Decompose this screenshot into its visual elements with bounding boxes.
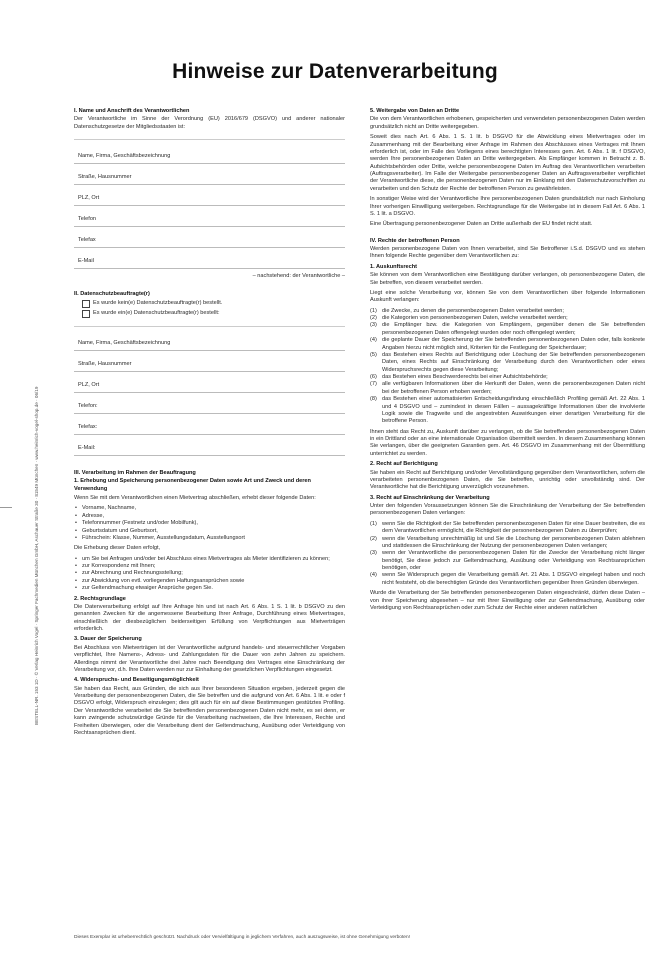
list-item: • Vorname, Nachname,	[74, 505, 345, 512]
list-item: • zur Abrechnung und Rechnungsstellung;	[74, 570, 345, 577]
subsection-heading: 2. Recht auf Berichtigung	[370, 461, 438, 468]
bullet-list	[74, 556, 345, 593]
dpo-zip-city-field[interactable]: PLZ, Ort	[74, 372, 345, 393]
section-heading: I. Name und Anschrift des Verantwortlichen	[74, 108, 190, 114]
paragraph: Wurde die Verarbeitung der Sie betreffenden personenbezogenen Daten eingeschränkt, dürfen diese Daten – von ihrer Speicherung abgesehen – nur mit Ihrer Einwilligung oder zur Geltendmachung, Ausübung oder Verteidigung von Rechtsansprüchen oder zum Schutz der Rechte einer anderen natürlichen	[370, 590, 645, 611]
list-item: (2) wenn die Verarbeitung unrechtmäßig ist und Sie die Löschung der personenbezogenen Daten ablehnen und stattdessen die Einschränkung der Nutzung der personenbezogenen Daten verlangen;	[370, 535, 645, 549]
list-item: • Führschein: Klasse, Nummer, Ausstellungsdatum, Ausstellungsort	[74, 535, 345, 542]
paragraph: Sie haben ein Recht auf Berichtigung und/oder Vervollständigung gegenüber dem Verantwortlichen, sofern die verarbeiteten personenbezogenen Daten, die Sie betreffen, unrichtig oder unvollständig sind. Der Verantwortliche hat die Berichtigung unverzüglich vorzunehmen.	[370, 469, 645, 491]
list-item: (5) das Bestehen eines Rechts auf Berichtigung oder Löschung der Sie betreffenden personenbezogenen Daten, eines Rechts auf Einschränkung der Verarbeitung durch den Verantwortlichen oder eines Widerspruchsrechts gegen diese Verarbeitung;	[370, 351, 645, 373]
list-item: (8) das Bestehen einer automatisierten Entscheidungsfindung einschließlich Profiling gemäß Art. 22 Abs. 1 und 4 DSGVO und – zumindest in diesen Fällen – aussagekräftige Informationen über die involvierte Logik sowie die Tragweite und die angestrebten Auswirkungen einer derartigen Verarbeitung für die betroffene Person.	[370, 396, 645, 425]
zip-city-field[interactable]: PLZ, Ort	[74, 185, 345, 206]
list-item: • um Sie bei Anfragen und/oder bei Abschluss eines Mietvertrages als Mieter identifizieren zu können;	[74, 556, 345, 563]
paragraph: Liegt eine solche Verarbeitung vor, können Sie von dem Verantwortlichen über folgende Informationen Auskunft verlangen:	[370, 289, 645, 304]
dpo-form	[74, 326, 345, 456]
paragraph: Der Verantwortliche im Sinne der Verordnung (EU) 2016/679 (DSGVO) und anderer nationaler Datenschutzgesetze der Mitgliedsstaaten ist:	[74, 116, 345, 130]
controller-note: – nachstehend: der Verantwortliche –	[252, 273, 345, 280]
paragraph: Die Datenverarbeitung erfolgt auf Ihre Anfrage hin und ist nach Art. 6 Abs. 1 S. 1 lit. b DSGVO zu den genannten Zwecken für die angemessene Bearbeitung Ihrer Anfrage, Durchführung eines Mietvertrages, einschließlich der diesbezüglichen beiderseitigen Erfüllung von Verpflichtungen aus Mietverträgen erforderlich.	[74, 603, 345, 632]
list-item: (4) die geplante Dauer der Speicherung der Sie betreffenden personenbezogenen Daten oder, falls konkrete Angaben hierzu nicht möglich sind, Kriterien für die Festlegung der Speicherdauer;	[370, 337, 645, 351]
fold-mark	[0, 507, 12, 508]
paragraph: Wenn Sie mit dem Verantwortlichen einen Mietvertrag abschließen, erhebt dieser folgende Daten:	[74, 495, 316, 501]
street-field[interactable]: Straße, Hausnummer	[74, 164, 345, 185]
bullet-list	[74, 505, 345, 542]
subsection-heading: 1. Auskunftsrecht	[370, 263, 418, 270]
footer-note: Dieses Exemplar ist urheberrechtlich geschützt. Nachdruck oder Vervielfältigung in jeglichem Verfahren, auch auszugsweise, ist ohne Genehmigung verboten!	[74, 935, 410, 940]
list-item: (6) das Bestehen eines Beschwerderechts bei einer Aufsichtsbehörde;	[370, 374, 548, 380]
section-heading: IV. Rechte der betroffenen Person	[370, 237, 460, 244]
phone-field[interactable]: Telefon	[74, 206, 345, 227]
checkbox-no-dpo[interactable]: Es wurde kein(e) Datenschutzbeauftragte(r) bestellt.	[82, 300, 345, 308]
paragraph: Werden personenbezogene Daten von Ihnen verarbeitet, sind Sie Betroffener i.S.d. DSGVO und es stehen Ihnen folgende Rechte gegenüber dem Verantwortlichen zu:	[370, 246, 645, 260]
dpo-phone-field[interactable]: Telefon:	[74, 393, 345, 414]
list-item: • Adresse,	[74, 513, 345, 520]
list-item: (2) die Kategorien von personenbezogenen Daten, welche verarbeitet werden;	[370, 315, 568, 321]
section-heading: III. Verarbeitung im Rahmen der Beauftragung	[74, 469, 196, 476]
list-item: (1) wenn Sie die Richtigkeit der Sie betreffenden personenbezogenen Daten für eine Dauer bestreiten, die es dem Verantwortlichen ermöglicht, die Richtigkeit der personenbezogenen Daten zu überprüfen;	[370, 520, 645, 535]
subsection-heading: 1. Erhebung und Speicherung personenbezogener Daten sowie Art und Zweck und deren Verwendung	[74, 478, 311, 492]
paragraph: Bei Abschluss von Mietverträgen ist der Verantwortliche aufgrund handels- und steuerrechtlicher Vorgaben verpflichtet, Ihre Namens-, Adress- und Zahlungsdaten für die Dauer von zehn Jahren zu speichern. Allerdings nimmt der Verantwortliche drei Jahre nach Beendigung des Vertrages eine Einschränkung der Verarbeitung vor, d.h. Ihre Daten werden nur zur Einhaltung der gesetzlichen Verpflichtungen eingesetzt.	[74, 644, 345, 673]
paragraph: Sie haben das Recht, aus Gründen, die sich aus Ihrer besonderen Situation ergeben, jederzeit gegen die Verarbeitung der personenbezogenen Daten, die Sie betreffen und die aufgrund von Art. 6 Abs. 1 lit. e oder f DSGVO erfolgt, Widerspruch einzulegen; dies gilt auch für ein auf diese Bestimmungen gestütztes Profiling. Der Verantwortliche verarbeitet die Sie betreffenden personenbezogenen Daten nicht mehr, es sei denn, er kann zwingende schutzwürdige Gründe für die Verarbeitung nachweisen, die Ihre Interessen, Rechte und Freiheiten überwiegen, oder die Verarbeitung dient der Geltendmachung, Ausübung oder Verteidigung von Rechtsansprüchen dient.	[74, 685, 345, 736]
paragraph: In sonstiger Weise wird der Verantwortliche Ihre personenbezogenen Daten grundsätzlich nur nach Einholung Ihrer vorherigen Einwilligung weitergeben. Rechtsgrundlage für die Weitergabe ist in diesem Fall Art. 6 Abs. 1 S. 1 lit. a DSGVO.	[370, 196, 645, 217]
paragraph: Eine Übertragung personenbezogener Daten an Dritte außerhalb der EU findet nicht statt.	[370, 221, 593, 228]
page-title: Hinweise zur Datenverarbeitung	[172, 60, 498, 83]
paragraph: Ihnen steht das Recht zu, Auskunft darüber zu verlangen, ob die Sie betreffenden personenbezogenen Daten in ein Drittland oder an eine internationale Organisation übermittelt werden. In diesem Zusammenhang können Sie verlangen, über die geeigneten Garantien gem. Art. 46 DSGVO im Zusammenhang mit der Übermittlung unterrichtet zu werden.	[370, 428, 645, 457]
checkbox-icon[interactable]	[82, 300, 90, 308]
list-item: • zur Abwicklung von evtl. vorliegenden Haftungsansprüchen sowie	[74, 578, 345, 585]
dpo-fax-field[interactable]: Telefax:	[74, 414, 345, 435]
numbered-list	[370, 521, 645, 587]
fax-field[interactable]: Telefax	[74, 227, 345, 248]
paragraph: Die Erhebung dieser Daten erfolgt,	[74, 545, 161, 552]
list-item: • zur Korrespondenz mit Ihnen;	[74, 563, 345, 570]
side-imprint: BESTELL-NR. 153 1D · © Verlag Heinrich Vogel · Springer Fachmedien München GmbH, Aschauer Straße 30 · 81549 München · www.heinrich-vogel-shop.de · 06/19	[34, 386, 39, 725]
numbered-list	[370, 308, 645, 426]
left-column	[74, 108, 345, 740]
email-field[interactable]: E-Mail	[74, 248, 345, 269]
list-item: • Geburtsdatum und Geburtsort,	[74, 528, 345, 535]
subsection-heading: 2. Rechtsgrundlage	[74, 595, 126, 602]
checkbox-icon[interactable]	[82, 310, 90, 318]
dpo-street-field[interactable]: Straße, Hausnummer	[74, 351, 345, 372]
list-item: (4) wenn Sie Widerspruch gegen die Verarbeitung gemäß Art. 21 Abs. 1 DSGVO eingelegt haben und noch nicht feststeht, ob die berechtigten Gründe des Verantwortlichen gegenüber Ihren Gründen überwiegen.	[370, 572, 645, 586]
paragraph: Die von dem Verantwortlichen erhobenen, gespeicherten und verwendeten personenbezogenen Daten werden grundsätzlich nicht an Dritte weitergegeben.	[370, 116, 645, 130]
list-item: • Telefonnummer (Festnetz und/oder Mobilfunk),	[74, 520, 345, 527]
right-column	[370, 108, 645, 615]
list-item: • zur Geltendmachung etwaiger Ansprüche gegen Sie.	[74, 585, 345, 592]
list-item: (1) die Zwecke, zu denen die personenbezogenen Daten verarbeitet werden;	[370, 307, 564, 314]
subsection-heading: 3. Dauer der Speicherung	[74, 636, 142, 643]
list-item: (3) wenn der Verantwortliche die personenbezogenen Daten für die Zwecke der Verarbeitung nicht länger benötigt, Sie diese jedoch zur Geltendmachung, Ausübung oder Verteidigung von Rechtsansprüchen benötigen, oder	[370, 550, 645, 571]
subsection-heading: 4. Widerspruchs- und Beseitigungsmöglichkeit	[74, 677, 199, 684]
dpo-email-field[interactable]: E-Mail:	[74, 435, 345, 456]
paragraph: Unter den folgenden Voraussetzungen können Sie die Einschränkung der Verarbeitung der Sie betreffenden personenbezogenen Daten verlangen:	[370, 503, 645, 517]
subsection-heading: 3. Recht auf Einschränkung der Verarbeitung	[370, 494, 490, 501]
list-item: (3) die Empfänger bzw. die Kategorien von Empfängern, gegenüber denen die Sie betreffenden personenbezogenen Daten offengelegt wurden oder noch offengelegt werden;	[370, 322, 645, 336]
list-item: (7) alle verfügbaren Informationen über die Herkunft der Daten, wenn die personenbezogenen Daten nicht bei der betroffenen Person erhoben werden;	[370, 381, 645, 395]
name-field[interactable]: Name, Firma, Geschäftsbezeichnung	[74, 143, 345, 164]
paragraph: Soweit dies nach Art. 6 Abs. 1 S. 1 lit. b DSGVO für die Abwicklung eines Mietvertrages oder im Zusammenhang mit der Bearbeitung einer Anfrage im Rahmen des Abschlusses eines Vertrages mit Ihnen erforderlich ist, oder im Falle des Vorliegens eines berechtigten Interesses gem. Art. 6 Abs. 1 lit. f DSGVO, werden Ihre personenbezogenen Daten an Dritte weitergegeben. Als Empfänger kommen in Betracht z. B. Aufsichtsbehörden oder Dritte, welche personenbezogene Daten im Auftrag des Verantwortlichen verarbeiten (Auftragsverarbeiter). Im Falle der Weitergabe personenbezogener Daten an Auftragsverarbeiter verpflichtet der Verantwortliche diese, die personenbezogenen Daten nur im Einklang mit den Datenschutzvorschriften zu verarbeiten und den Schutz der Rechte der betroffenen Person zu gewährleisten.	[370, 134, 645, 192]
section-heading: 5. Weitergabe von Daten an Dritte	[370, 108, 460, 114]
section-heading: II. Datenschutzbeauftragte(r)	[74, 290, 150, 297]
dpo-name-field[interactable]: Name, Firma, Geschäftsbezeichnung	[74, 330, 345, 351]
controller-form	[74, 139, 345, 269]
checkbox-dpo[interactable]: Es wurde ein(e) Datenschutzbeauftragte(r) bestellt:	[82, 310, 345, 318]
paragraph: Sie können von dem Verantwortlichen eine Bestätigung darüber verlangen, ob personenbezogene Daten, die Sie betreffen, von diesem verarbeitet werden.	[370, 272, 645, 286]
